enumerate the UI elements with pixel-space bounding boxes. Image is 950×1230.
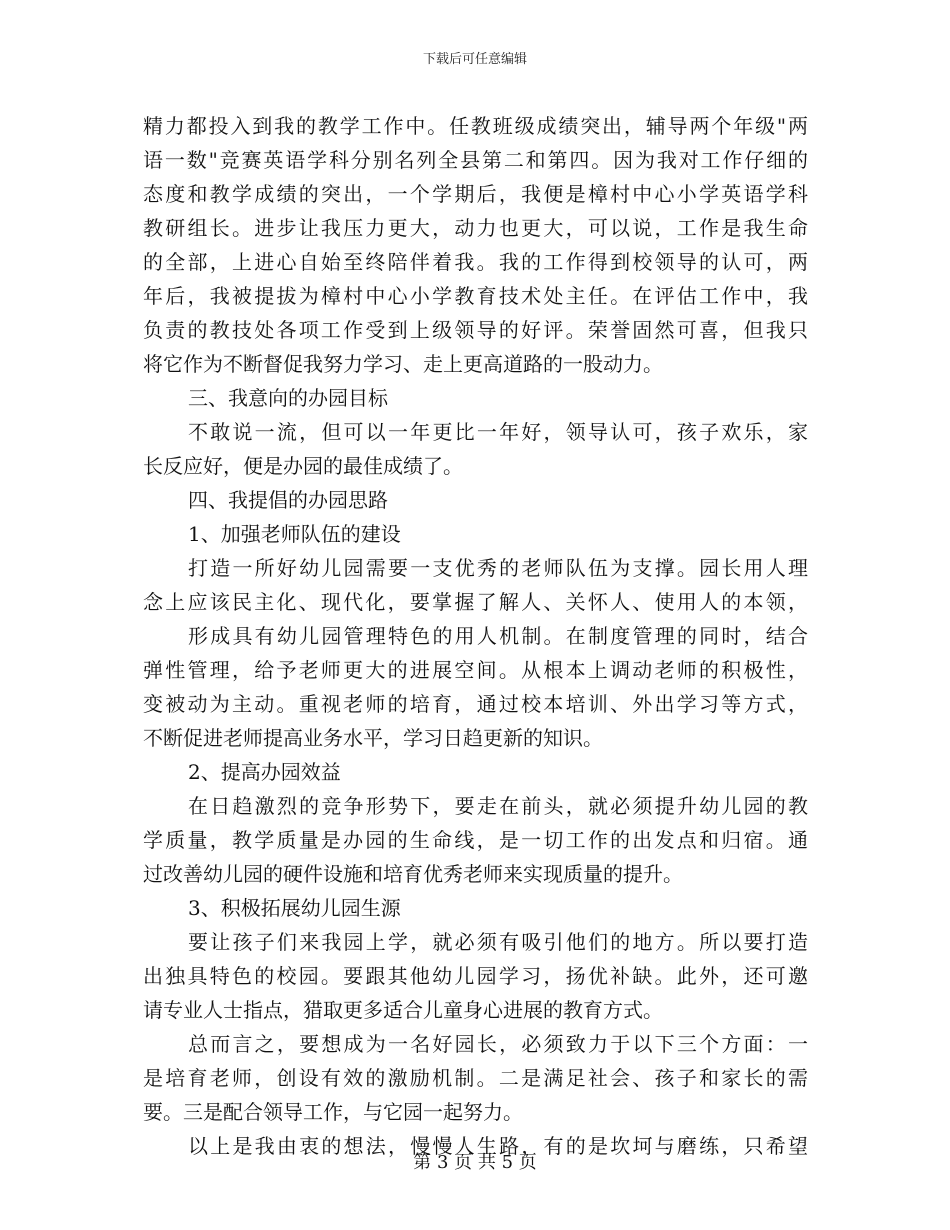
- body-line: 是培育老师，创设有效的激励机制。二是满足社会、孩子和家长的需: [143, 1066, 808, 1090]
- body-line: 在日趋激烈的竞争形势下，要走在前头，就必须提升幼儿园的教: [188, 794, 808, 818]
- body-line: 念上应该民主化、现代化，要掌握了解人、关怀人、使用人的本领，: [143, 590, 808, 614]
- body-line: 将它作为不断督促我努力学习、走上更高道路的一股动力。: [143, 352, 663, 376]
- body-line: 打造一所好幼儿园需要一支优秀的老师队伍为支撑。园长用人理: [188, 556, 808, 580]
- body-line: 教研组长。进步让我压力更大，动力也更大，可以说，工作是我生命: [143, 216, 808, 240]
- section-heading: 三、我意向的办园目标: [188, 386, 388, 410]
- body-line: 出独具特色的校园。要跟其他幼儿园学习，扬优补缺。此外，还可邀: [143, 964, 808, 988]
- body-line: 弹性管理，给予老师更大的进展空间。从根本上调动老师的积极性，: [143, 658, 808, 682]
- page-header: 下载后可任意编辑: [422, 52, 527, 67]
- subsection-heading: 3、积极拓展幼儿园生源: [188, 896, 401, 920]
- body-line: 学质量，教学质量是办园的生命线，是一切工作的出发点和归宿。通: [143, 828, 808, 852]
- body-line: 态度和教学成绩的突出，一个学期后，我便是樟村中心小学英语学科: [143, 182, 808, 206]
- subsection-heading: 1、加强老师队伍的建设: [188, 522, 401, 546]
- body-line: 要。三是配合领导工作，与它园一起努力。: [143, 1100, 523, 1124]
- body-line: 的全部，上进心自始至终陪伴着我。我的工作得到校领导的认可，两: [143, 250, 808, 274]
- body-line: 过改善幼儿园的硬件设施和培育优秀老师来实现质量的提升。: [143, 862, 683, 886]
- body-line: 不断促进老师提高业务水平，学习日趋更新的知识。: [143, 726, 603, 750]
- subsection-heading: 2、提高办园效益: [188, 760, 341, 784]
- body-line: 精力都投入到我的教学工作中。任教班级成绩突出，辅导两个年级"两: [143, 114, 808, 138]
- body-line: 负责的教技处各项工作受到上级领导的好评。荣誉固然可喜，但我只: [143, 318, 808, 342]
- body-line: 不敢说一流，但可以一年更比一年好，领导认可，孩子欢乐，家: [188, 420, 808, 444]
- body-line: 长反应好，便是办园的最佳成绩了。: [143, 454, 463, 478]
- body-line: 总而言之，要想成为一名好园长，必须致力于以下三个方面：一: [188, 1032, 808, 1056]
- body-line: 年后，我被提拔为樟村中心小学教育技术处主任。在评估工作中，我: [143, 284, 808, 308]
- body-line: 请专业人士指点，猎取更多适合儿童身心进展的教育方式。: [143, 998, 663, 1022]
- page-footer: 第 3 页 共 5 页: [413, 1152, 537, 1173]
- body-line: 形成具有幼儿园管理特色的用人机制。在制度管理的同时，结合: [188, 624, 808, 648]
- body-line: 以上是我由衷的想法，慢慢人生路，有的是坎坷与磨练，只希望: [188, 1134, 808, 1158]
- section-heading: 四、我提倡的办园思路: [188, 488, 388, 512]
- document-body: [143, 109, 808, 1163]
- body-line: 要让孩子们来我园上学，就必须有吸引他们的地方。所以要打造: [188, 930, 808, 954]
- body-line: 变被动为主动。重视老师的培育，通过校本培训、外出学习等方式，: [143, 692, 808, 716]
- body-line: 语一数"竞赛英语学科分别名列全县第二和第四。因为我对工作仔细的: [143, 148, 808, 172]
